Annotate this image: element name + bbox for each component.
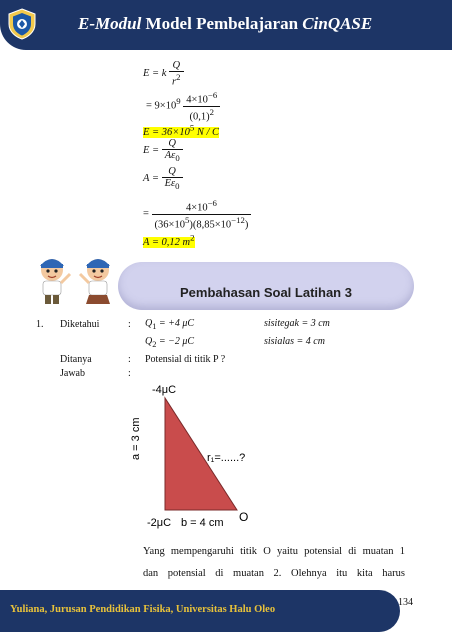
equation-substitution: [146, 90, 220, 122]
frac-num-charge: $4\times 10^{-6}$: [183, 90, 220, 107]
eq-sign: =: [143, 208, 149, 220]
q1-value: $Q_1 = +4$ μC: [145, 318, 195, 331]
fraction-q-aeps: $\frac{Q}{A\varepsilon_0}$: [162, 138, 183, 163]
equation-coulomb: [143, 60, 184, 88]
equation-e-result: [143, 122, 219, 138]
eq-constant: = 9×10: [146, 100, 177, 112]
header-title-middle: Model Pembelajaran: [141, 14, 303, 33]
header-title-emodul: E-Modul: [78, 14, 142, 33]
equation-a-result: [143, 232, 195, 248]
diketahui-label: Diketahui: [60, 319, 100, 330]
diketahui-colon: :: [128, 319, 131, 330]
top-charge-label: -4μC: [152, 384, 177, 396]
ditanya-label: Ditanya: [60, 354, 92, 365]
q2-value: $Q_2 = -2$ μC: [145, 336, 195, 349]
frac-num-q: Q: [169, 60, 183, 72]
point-o-label: O: [239, 510, 249, 524]
ditanya-value: Potensial di titik P ?: [145, 354, 226, 365]
a-result-highlight: A = 0,12 $m^2$: [143, 232, 195, 248]
header-title-cinqase: CinQASE: [302, 14, 373, 33]
exp-nine: 9: [176, 95, 181, 106]
equation-a-formula: [143, 166, 183, 191]
eq-lhs: E = k: [143, 68, 167, 80]
paragraph-line-2: dan potensial di muatan 2. Olehnya itu kita harus: [143, 568, 405, 579]
problem-number: 1.: [36, 319, 44, 330]
equation-a-substitution: [143, 198, 251, 230]
fraction-q-eeps: $\frac{Q}{E\varepsilon_0}$: [162, 166, 183, 191]
fraction-q-r2: [169, 60, 183, 88]
section-title: Pembahasan Soal Latihan 3: [180, 285, 352, 300]
section-title-pill: [118, 262, 414, 310]
footer-text: Yuliana, Jurusan Pendidikan Fisika, Universitas Halu Oleo: [10, 604, 276, 615]
university-logo-icon: [6, 8, 38, 40]
fraction-substitution: [183, 90, 220, 122]
page-number: 134: [398, 597, 413, 608]
side-b-label: b = 4 cm: [181, 517, 224, 529]
side-a-label: a = 3 cm: [130, 417, 142, 460]
frac-den-distance: $(0,1)^2$: [189, 106, 214, 122]
footer-banner: [0, 590, 400, 632]
jawab-colon: :: [128, 368, 131, 379]
eq-a: A =: [143, 172, 159, 184]
fraction-a-values: $\frac{4\times 10^{-6}}{(36\times 10^5)(8,85\times 10^{-12})}$: [152, 198, 252, 230]
header-title: [78, 14, 372, 34]
side-vertical: sisitegak = 3 cm: [264, 318, 330, 329]
frac-den-r2: $r^2$: [172, 72, 181, 88]
bottom-charge-label: -2μC: [147, 517, 172, 529]
header-banner: [0, 0, 452, 50]
eq-e: E =: [143, 144, 160, 156]
ditanya-colon: :: [128, 354, 131, 365]
jawab-label: Jawab: [60, 368, 85, 379]
side-horizontal: sisialas = 4 cm: [264, 336, 325, 347]
e-result-highlight: $E = 36\times 10^5$ N / C: [143, 122, 220, 138]
paragraph-line-1: Yang mempengaruhi titik O yaitu potensial di muatan 1: [143, 546, 405, 557]
students-illustration-icon: [28, 252, 124, 306]
r1-label: r₁=......?: [207, 452, 246, 464]
equation-e-area: [143, 138, 183, 163]
